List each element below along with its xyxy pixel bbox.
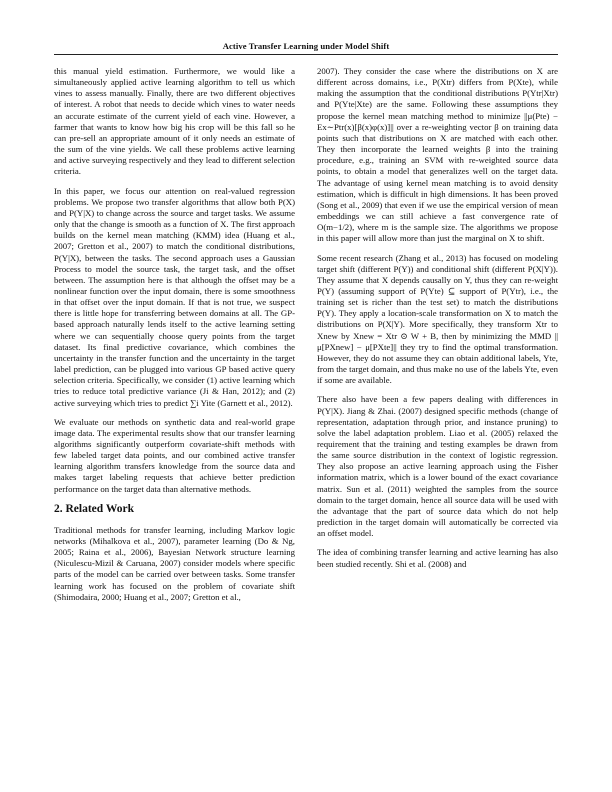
body-paragraph: 2007). They consider the case where the distributions on X are different across domains, i.e., P(Xtr) differs from P(Xte), while making the assumption that the conditional distributions P(Ytr|Xtr) and P(Yte|Xte) are the same. Following these assumptions they propose the kernel mean matching method to minimize ||μ(Pte) − Ex∼Ptr(x)[β(x)φ(x)]|| over a re-weighting vector β on training data points such that distributions on X are matched with each other. They then incorporate the learned weights β into the training procedure, e.g., training an SVM with re-weighted source data points, to obtain a model that generalizes well on the target data. The advantage of using kernel mean matching is to avoid density estimation, which is difficult in high dimensions. It has been proved (Song et al., 2009) that even if we use the empirical version of mean embeddings we can still achieve a fast convergence rate of O(m−1/2), where m is the sample size. The algorithms we propose in this paper will allow more than just the marginal on X to shift. (317, 66, 558, 244)
left-column (54, 66, 295, 611)
body-paragraph: In this paper, we focus our attention on real-valued regression problems. We propose two transfer algorithms that allow both P(X) and P(Y|X) to change across the source and target tasks. We assume only that the change is smooth as a function of X. The first approach builds on the kernel mean matching (KMM) idea (Huang et al., 2007; Gretton et al., 2007) to match the conditional distributions, P(Y|X), between the tasks. The second approach uses a Gaussian Process to model the source task, the target task, and the offset between. The assumption here is that although the offset may be a nonlinear function over the input domain, there is some smoothness in that offset over the input domain. If that is not true, we suspect there is little hope for transferring between domains at all. The GP-based approach naturally lends itself to the active learning setting where we can sequentially choose query points from the target dataset. Its final predictive covariance, which combines the uncertainty in the transfer function and the uncertainty in the target label prediction, can be plugged into various GP based active query selection criteria. Specifically, we consider (1) active learning which tries to reduce total predictive variance (Ji & Han, 2012); and (2) active surveying which tries to predict ∑i Yite (Garnett et al., 2012). (54, 185, 295, 408)
running-title: Active Transfer Learning under Model Shift (222, 41, 390, 51)
body-paragraph: Traditional methods for transfer learning, including Markov logic networks (Mihalkova et al., 2007), parameter learning (Do & Ng, 2005; Raina et al., 2006), Bayesian Network structure learning (Niculescu-Mizil & Caruana, 2007) consider models where specific parts of the model can be carried over between tasks. Some transfer learning work has focused on the problem of covariate shift (Shimodaira, 2000; Huang et al., 2007; Gretton et al., (54, 524, 295, 602)
right-column (317, 66, 558, 578)
body-paragraph: this manual yield estimation. Furthermore, we would like a simultaneously applied active learning algorithm to tell us which vines to assess manually. Finally, there are two different objectives of interest. A robot that needs to decide which vines to water needs an accurate estimate of the current yield of each vine. However, a farmer that wants to know how big his crop will be this fall so he can pre-sell an appropriate amount of it only needs an estimate of the sum of the vine yields. We call these problems active learning and active surveying respectively and they lead to different selection criteria. (54, 66, 295, 177)
section-heading: 2. Related Work (54, 502, 134, 515)
body-paragraph: The idea of combining transfer learning and active learning has also been studied recently. Shi et al. (2008) and (317, 547, 558, 569)
body-paragraph: There also have been a few papers dealing with differences in P(Y|X). Jiang & Zhai. (2007) designed specific methods (change of representation, adaptation through prior, and instance pruning) to solve the label adaptation problem. Liao et al. (2005) relaxed the requirement that the training and testing examples be drawn from the same source distribution in the context of logistic regression. They also propose an active learning approach using the Fisher information matrix, which is a lower bound of the exact covariance matrix. Sun et al. (2011) weighted the samples from the source domain to the target domain, hence all source data will be used with the advantage that the part of source data which do not help prediction in the target domain will automatically be corrected via an offset model. (317, 394, 558, 539)
header-rule (54, 54, 558, 55)
body-paragraph: We evaluate our methods on synthetic data and real-world grape image data. The experimental results show that our transfer learning algorithms significantly outperform covariate-shift methods with few labeled target data points, and our combined active transfer learning algorithm transfers knowledge from the source data and makes target labeling requests that achieve better prediction performance on the target data than alternative methods. (54, 416, 295, 494)
body-paragraph: Some recent research (Zhang et al., 2013) has focused on modeling target shift (different P(Y)) and conditional shift (different P(X|Y)). They assume that X depends causally on Y, thus they can re-weight P(Y) (assuming support of P(Yte) ⊆ support of P(Ytr), i.e., the training set is richer than the test set) to match the distributions P(Y). They apply a location-scale transformation on X to match the distributions on P(X|Y). More specifically, they transform Xtr to Xnew by Xnew = Xtr ⊙ W + B, then by minimizing the MMD ||μ[PXnew] − μ[PXte]|| they try to find the optimal transformation. However, they do not assume they can obtain additional labels, Yte, from the target domain, and thus make no use of the labels Yte, even if some are available. (317, 252, 558, 386)
